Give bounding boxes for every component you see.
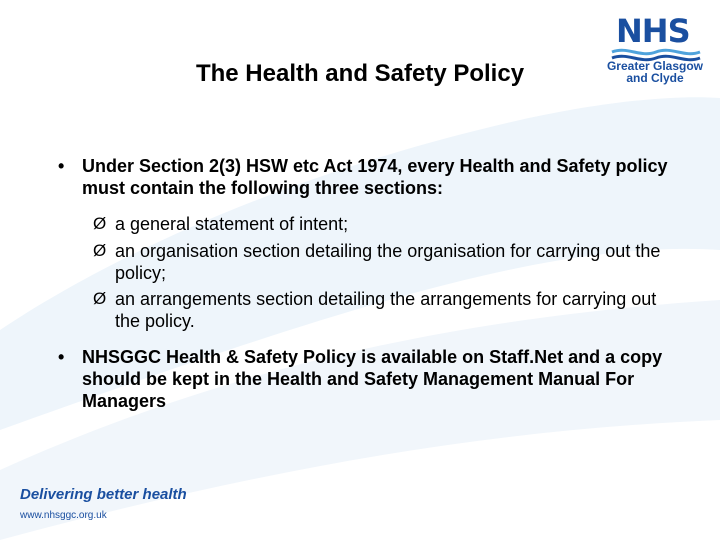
sub-item-3: an arrangements section detailing the arrangements for carrying out the policy. [115,289,657,331]
footer-url: www.nhsggc.org.uk [20,510,107,521]
nhs-logo-wordmark: NHS [616,12,690,50]
arrow-bullet-icon: Ø [93,289,107,308]
bullet-marker: • [58,347,65,367]
bullet-item-2: NHSGGC Health & Safety Policy is available on Staff.Net and a copy should be kept in the Health and Safety Management Manual For Managers [82,347,663,411]
sub-item-1: a general statement of intent; [115,214,349,234]
arrow-bullet-icon: Ø [93,241,107,260]
slide-title: The Health and Safety Policy [195,60,525,87]
bullet-item-1: Under Section 2(3) HSW etc Act 1974, every Health and Safety policy must contain the following three sections: [82,156,668,198]
arrow-bullet-icon: Ø [93,214,107,233]
bullet-marker: • [58,156,65,176]
nhs-logo [600,14,710,89]
logo-line-2: and Clyde [626,71,684,85]
sub-item-2: an organisation section detailing the organisation for carrying out the policy; [115,241,661,283]
footer-tagline: Delivering better health [20,486,187,503]
logo-line-1: Greater Glasgow [606,59,704,73]
